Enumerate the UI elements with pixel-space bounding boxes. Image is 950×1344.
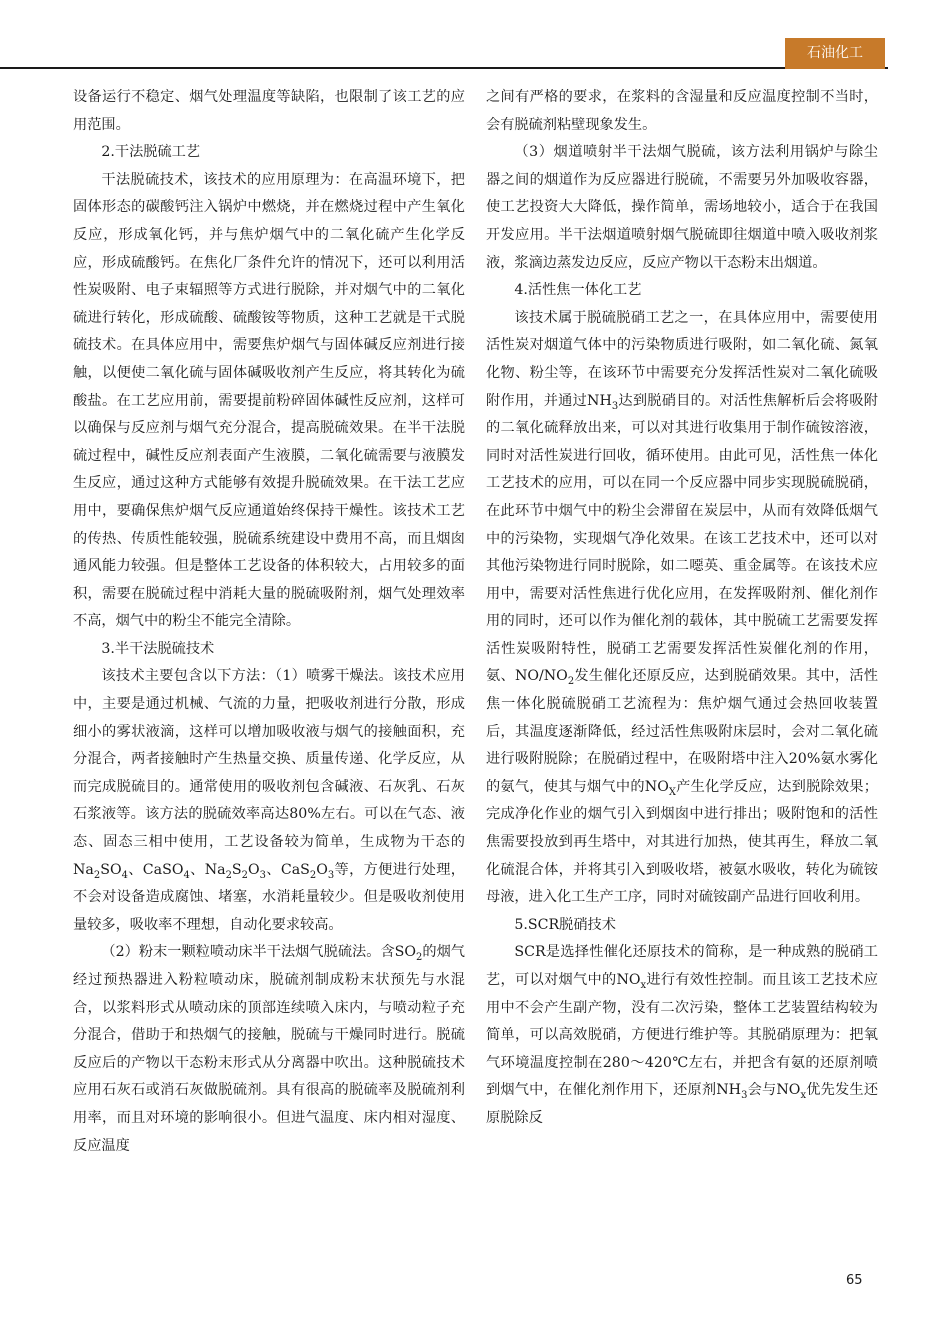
left-column bbox=[73, 84, 465, 1160]
paragraph-scr: SCR是选择性催化还原技术的简称，是一种成熟的脱硝工艺，可以对烟气中的$NO_x$进行有效性控制。而且该工艺技术应用中不会产生副产物，没有二次污染，整体工艺装置结构较为简单，可以高效脱硝，方便进行维护等。其脱硝原理为：把氧气环境温度控制在280～420℃左右，并把含有氨的还原剂喷到烟气中，在催化剂作用下，还原剂$NH_3$会与$NO_x$优先发生还原脱除反 bbox=[486, 944, 879, 1126]
paragraph: 设备运行不稳定、烟气处理温度等缺陷，也限制了该工艺的应用范围。 bbox=[73, 89, 465, 133]
section-heading-scr: 5.SCR脱硝技术 bbox=[514, 916, 616, 933]
section-heading-dry-desulfurization: 2.干法脱硫工艺 bbox=[101, 144, 201, 161]
section-heading-semi-dry-desulfurization: 3.半干法脱硫技术 bbox=[101, 640, 215, 657]
paragraph: 之间有严格的要求，在浆料的含湿量和反应温度控制不当时，会有脱硫剂粘壁现象发生。 bbox=[486, 89, 878, 133]
header-rule bbox=[0, 67, 888, 69]
paragraph-spouted-bed: （2）粉末一颗粒喷动床半干法烟气脱硫法。含$SO_2$的烟气经过预热器进入粉粒喷动床，脱硫剂制成粉末状预先与水混合，以浆料形式从喷动床的顶部连续喷入床内，与喷动粒子充分混合，借助于和热烟气的接触，脱硫与干燥同时进行。脱硫反应后的产物以干态粉末形式从分离器中吹出。这种脱硫技术应用石灰石或消石灰做脱硫剂。具有很高的脱硫率及脱硫剂利用率，而且对环境的影响很小。但进气温度、床内相对湿度、反应温度 bbox=[73, 944, 465, 1154]
journal-tag: 石油化工 bbox=[785, 38, 885, 69]
paragraph-flue-injection: （3）烟道喷射半干法烟气脱硫，该方法利用锅炉与除尘器之间的烟道作为反应器进行脱硫，不需要另外加吸收容器，使工艺投资大大降低，操作简单，需场地较小，适合于在我国开发应用。半干法烟道喷射烟气脱硫即往烟道中喷入吸收剂浆液，浆滴边蒸发边反应，反应产物以干态粉末出烟道。 bbox=[486, 144, 878, 271]
right-column bbox=[486, 84, 878, 1133]
paragraph-spray-drying: 该技术主要包含以下方法：（1）喷雾干燥法。该技术应用中，主要是通过机械、气流的力量，把吸收剂进行分散，形成细小的雾状液滴，这样可以增加吸收液与烟气的接触面积，充分混合，两者接触时产生热量交换、质量传递、化学反应，从而完成脱硫目的。通常使用的吸收剂包含碱液、石灰乳、石灰石浆液等。该方法的脱硫效率高达80%左右。可以在气态、液态、固态三相中使用，工艺设备较为简单，生成物为干态的$Na_2SO_4$、CaSO$_4$、$Na_2S_2O_3$、$CaS_2O_3$等，方便进行处理，不会对设备造成腐蚀、堵塞，水消耗量较少。但是吸收剂使用量较多，吸收率不理想，自动化要求较高。 bbox=[73, 668, 465, 933]
section-heading-activated-coke: 4.活性焦一体化工艺 bbox=[514, 282, 642, 299]
paragraph: 干法脱硫技术，该技术的应用原理为：在高温环境下，把固体形态的碳酸钙注入锅炉中燃烧，并在燃烧过程中产生氧化反应，形成氧化钙，并与焦炉烟气中的二氧化硫产生化学反应，形成硫酸钙。在焦化厂条件允许的情况下，还可以利用活性炭吸附、电子束辐照等方式进行脱除，并对烟气中的二氧化硫进行转化，形成硫酸、硫酸铵等物质，这种工艺就是干式脱硫技术。在具体应用中，需要焦炉烟气与固体碱反应剂进行接触，以便使二氧化硫与固体碱吸收剂产生反应，将其转化为硫酸盐。在工艺应用前，需要提前粉碎固体碱性反应剂，这样可以确保与反应剂与烟气充分混合，提高脱硫效果。在半干法脱硫过程中，碱性反应剂表面产生液膜，二氧化硫需要与液膜发生反应，通过这种方式能够有效提升脱硫效果。在干法工艺应用中，要确保焦炉烟气反应通道始终保持干燥性。该技术工艺的传热、传质性能较强，脱硫系统建设中费用不高，而且烟囱通风能力较强。但是整体工艺设备的体积较大，占用较多的面积，需要在脱硫过程中消耗大量的脱硫吸附剂，烟气处理效率不高，烟气中的粉尘不能完全清除。 bbox=[73, 171, 465, 630]
chemical-formulas: $Na_2SO_4$、CaSO$_4$、$Na_2S_2O_3$、$CaS_2O_3$ bbox=[73, 861, 335, 881]
paragraph-activated-coke: 该技术属于脱硫脱硝工艺之一，在具体应用中，需要使用活性炭对烟道气体中的污染物质进行吸附，如二氧化硫、氮氧化物、粉尘等，在该环节中需要充分发挥活性炭对二氧化硫吸附作用，并通过$NH_3$达到脱硝目的。对活性焦解析后会将吸附的二氧化硫释放出来，可以对其进行收集用于制作硫铵溶液，同时对活性炭进行回收，循环使用。由此可见，活性焦一体化工艺技术的应用，可以在同一个反应器中同步实现脱硫脱硝，在此环节中烟气中的粉尘会滞留在炭层中，从而有效降低烟气中的污染物，实现烟气净化效果。在该工艺技术中，还可以对其他污染物进行同时脱除，如二噁英、重金属等。在该技术应用中，需要对活性焦进行优化应用，在发挥吸附剂、催化剂作用的同时，还可以作为催化剂的载体，其中脱硫工艺需要发挥活性炭吸附特性，脱硝工艺需要发挥活性炭催化剂的作用，氨、$NO/NO_2$发生催化还原反应，达到脱硝效果。其中，活性焦一体化脱硫脱硝工艺流程为：焦炉烟气通过会热回收装置后，其温度逐渐降低，经过活性焦吸附床层时，会对二氧化硫进行吸附脱除；在脱硝过程中，在吸附塔中注入20%氨水雾化的氨气，使其与烟气中的$NO_X$产生化学反应，达到脱除效果；完成净化作业的烟气引入到烟囱中进行排出；吸附饱和的活性焦需要投放到再生塔中，对其进行加热，使其再生，释放二氧化硫混合体，并将其引入到吸收塔，被氨水吸收，转化为硫铵母液，进入化工生产工序，同时对硫铵副产品进行回收利用。 bbox=[486, 309, 878, 906]
page-number: 65 bbox=[846, 1273, 863, 1288]
